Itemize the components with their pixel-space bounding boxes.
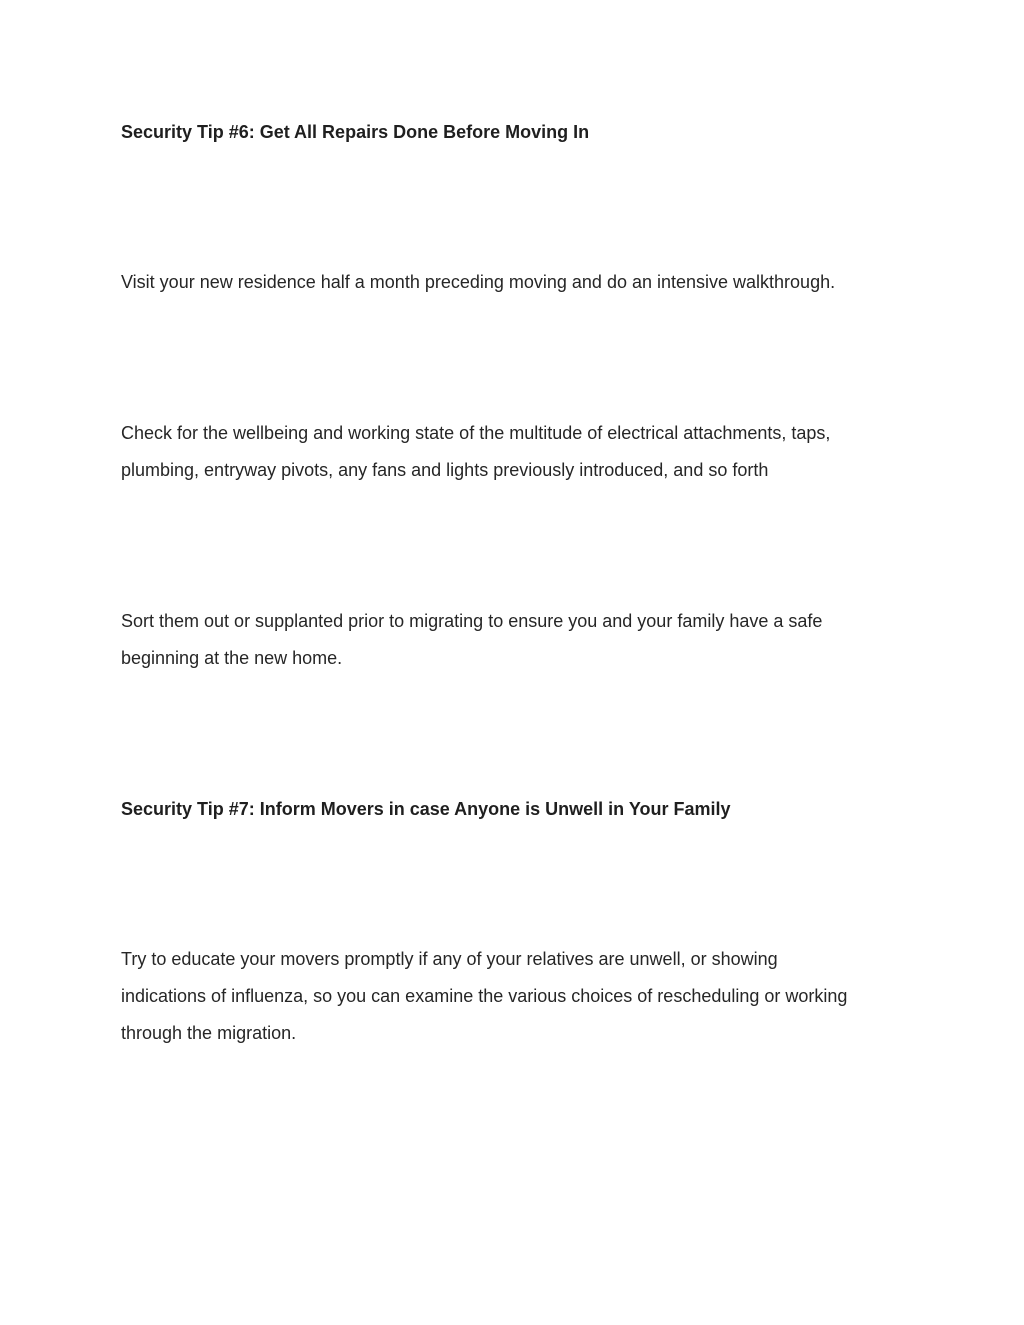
security-tip-7-heading: Security Tip #7: Inform Movers in case Anyone is Unwell in Your Family <box>121 799 731 819</box>
paragraph-line: through the migration. <box>121 1023 297 1043</box>
tip-6-paragraph-check <box>121 415 911 489</box>
tip-7-paragraph-educate <box>121 941 911 1052</box>
paragraph-line: Check for the wellbeing and working state of the multitude of electrical attachments, taps, <box>121 423 831 443</box>
paragraph-line: beginning at the new home. <box>121 648 343 668</box>
paragraph-line: plumbing, entryway pivots, any fans and lights previously introduced, and so forth <box>121 460 769 480</box>
paragraph-line: Try to educate your movers promptly if any of your relatives are unwell, or showing <box>121 949 778 969</box>
paragraph-line: indications of influenza, so you can examine the various choices of rescheduling or working <box>121 986 848 1006</box>
paragraph-line: Visit your new residence half a month preceding moving and do an intensive walkthrough. <box>121 272 836 292</box>
security-tip-6-heading: Security Tip #6: Get All Repairs Done Before Moving In <box>121 122 590 142</box>
tip-6-paragraph-sort <box>121 603 911 677</box>
tip-6-paragraph-walkthrough <box>121 264 911 301</box>
paragraph-line: Sort them out or supplanted prior to migrating to ensure you and your family have a safe <box>121 611 823 631</box>
